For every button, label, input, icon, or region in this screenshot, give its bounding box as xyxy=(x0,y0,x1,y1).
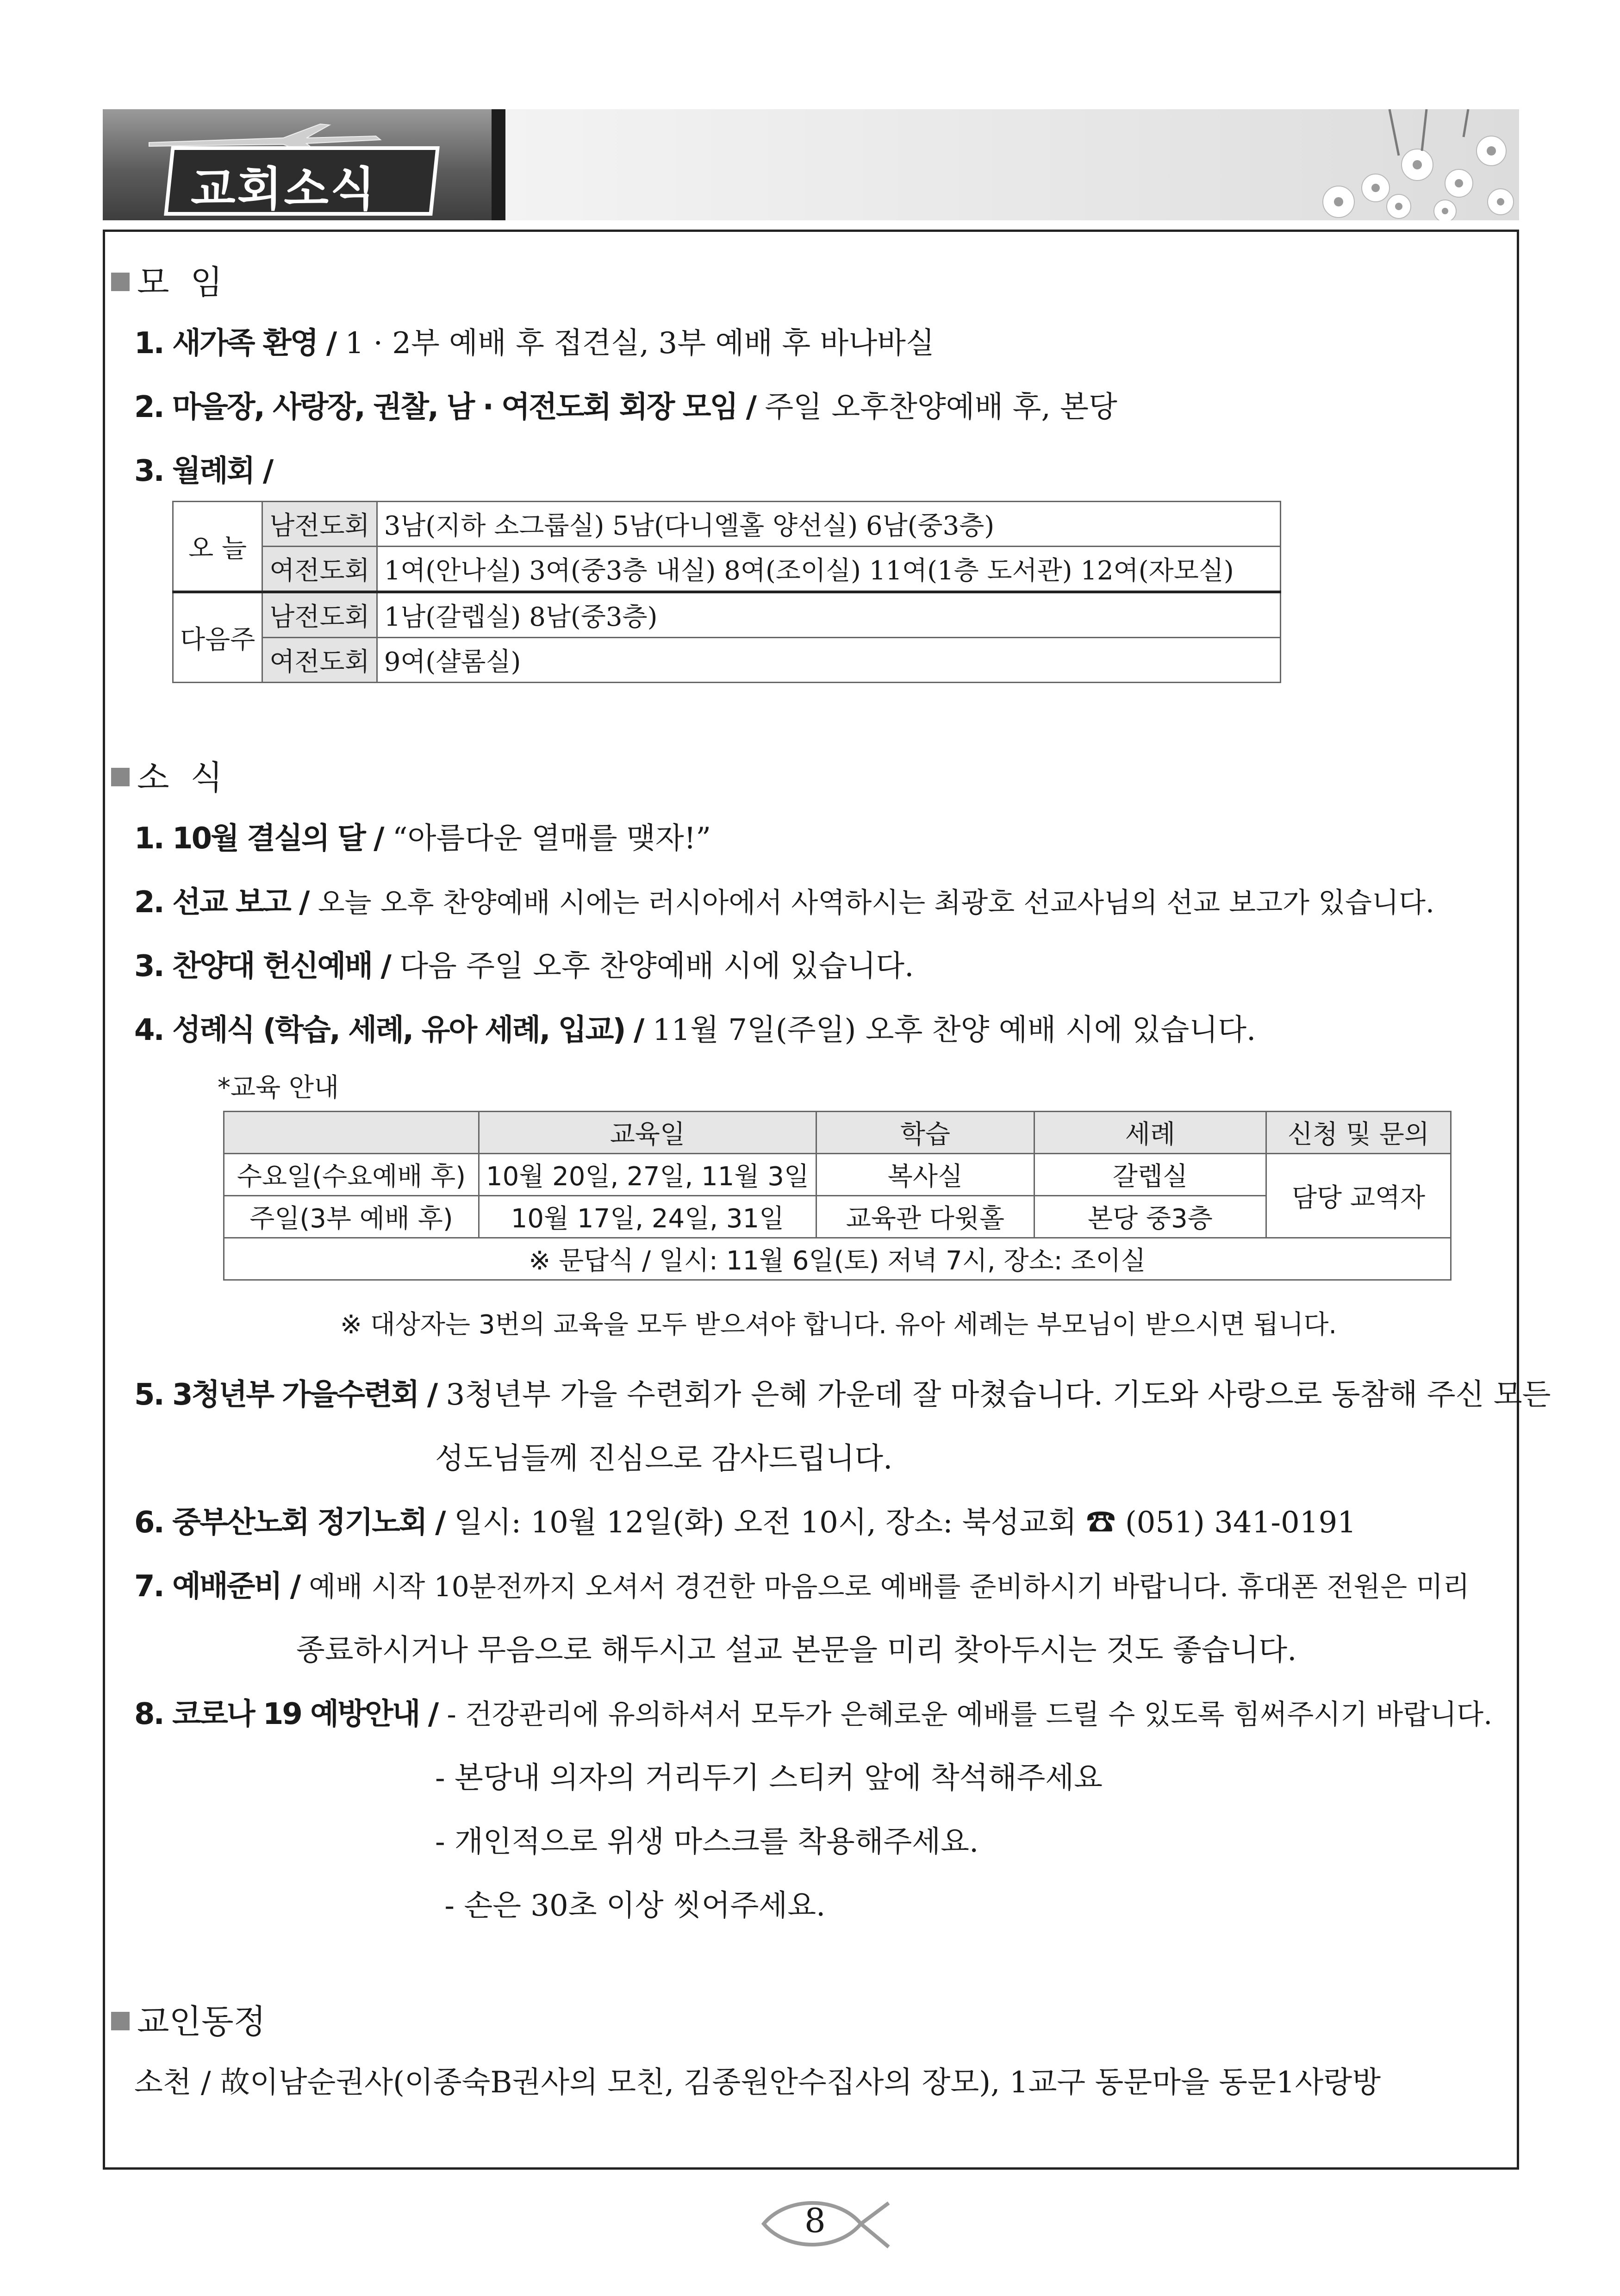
news-item-5: 5. 3청년부 가을수련회 / 3청년부 가을 수련회가 은혜 가운데 잘 마쳤습니다. 기도와 사랑으로 동참해 주신 모든 xyxy=(134,1378,1551,1412)
table-cell: 수요일(수요예배 후) xyxy=(224,1154,479,1196)
page-number-text: 8 xyxy=(804,2201,826,2240)
table-cell: 주일(3부 예배 후) xyxy=(224,1196,479,1238)
news-item-3: 3. 찬양대 헌신예배 / 다음 주일 오후 찬양예배 시에 있습니다. xyxy=(134,949,914,983)
covid-line-2: - 개인적으로 위생 마스크를 착용해주세요. xyxy=(435,1825,979,1859)
members-text: 소천 / 故이남순권사(이종숙B권사의 모친, 김종원안수집사의 장모), 1교구 동문마을 동문1사랑방 xyxy=(134,2066,1381,2100)
meeting-item-1: 1. 새가족 환영 / 1 · 2부 예배 후 접견실, 3부 예배 후 바나바실 xyxy=(134,326,935,361)
covid-line-3: - 손은 30초 이상 씻어주세요. xyxy=(435,1889,826,1923)
members-heading: 교인동정 xyxy=(111,1995,266,2043)
contact-cell: 담당 교역자 xyxy=(1266,1154,1451,1238)
covid-line-1: - 본당내 의자의 거리두기 스티커 앞에 착석해주세요 xyxy=(435,1761,1103,1795)
row-text: 1남(갈렙실) 8남(중3층) xyxy=(377,592,1280,638)
group-next-week: 다음주 xyxy=(173,592,262,683)
news-heading: 소 식 xyxy=(111,751,223,799)
meeting-item-2: 2. 마을장, 사랑장, 권찰, 남 · 여전도회 회장 모임 / 주일 오후찬양예배 후, 본당 xyxy=(134,390,1117,424)
row-text: 3남(지하 소그룹실) 5남(다니엘홀 양선실) 6남(중3층) xyxy=(377,502,1280,547)
bullet-square-icon xyxy=(111,768,130,786)
education-title: *교육 안내 xyxy=(218,1073,339,1103)
header-cell: 교육일 xyxy=(479,1112,816,1154)
header-cell: 학습 xyxy=(816,1112,1034,1154)
table-cell: 본당 중3층 xyxy=(1034,1196,1266,1238)
table-cell: 10월 17일, 24일, 31일 xyxy=(479,1196,816,1238)
row-label: 여전도회 xyxy=(262,638,377,683)
news-item-7: 7. 예배준비 / 예배 시작 10분전까지 오셔서 경건한 마음으로 예배를 준비하시기 바랍니다. 휴대폰 전원은 미리 xyxy=(134,1569,1470,1604)
table-cell: 10월 20일, 27일, 11월 3일 xyxy=(479,1154,816,1196)
row-label: 남전도회 xyxy=(262,502,377,547)
education-table xyxy=(223,1111,1452,1281)
table-cell: 교육관 다윗홀 xyxy=(816,1196,1034,1238)
header-cell: 세례 xyxy=(1034,1112,1266,1154)
meeting-item-3: 3. 월례회 / xyxy=(134,454,273,488)
meeting-heading: 모 임 xyxy=(111,255,223,304)
row-label: 여전도회 xyxy=(262,547,377,592)
news-item-6: 6. 중부산노회 정기노회 / 일시: 10월 12일(화) 오전 10시, 장소: 북성교회 ☎ (051) 341-0191 xyxy=(134,1506,1356,1540)
banner-separator xyxy=(492,109,505,220)
news-item-4: 4. 성례식 (학습, 세례, 유아 세례, 입교) / 11월 7일(주일) 오후 찬양 예배 시에 있습니다. xyxy=(134,1013,1256,1047)
flowers-decoration xyxy=(1306,109,1519,220)
group-today: 오 늘 xyxy=(173,502,262,592)
row-label: 남전도회 xyxy=(262,592,377,638)
header-cell: 신청 및 문의 xyxy=(1266,1112,1451,1154)
bullet-square-icon xyxy=(111,273,130,291)
row-text: 1여(안나실) 3여(중3층 내실) 8여(조이실) 11여(1층 도서관) 12여(자모실) xyxy=(377,547,1280,592)
qa-row: ※ 문답식 / 일시: 11월 6일(토) 저녁 7시, 장소: 조이실 xyxy=(224,1238,1451,1280)
page-number xyxy=(754,2189,893,2259)
education-note: ※ 대상자는 3번의 교육을 모두 받으셔야 합니다. 유아 세례는 부모님이 받으시면 됩니다. xyxy=(340,1310,1337,1340)
news-item-5-cont: 성도님들께 진심으로 감사드립니다. xyxy=(435,1442,893,1476)
header-cell xyxy=(224,1112,479,1154)
news-item-7-cont: 종료하시거나 무음으로 해두시고 설교 본문을 미리 찾아두시는 것도 좋습니다. xyxy=(296,1633,1297,1668)
header-banner xyxy=(103,109,1519,220)
page-title: 교회소식 xyxy=(191,162,377,216)
news-item-8: 8. 코로나 19 예방안내 / - 건강관리에 유의하셔서 모두가 은혜로운 예배를 드릴 수 있도록 힘써주시기 바랍니다. xyxy=(134,1697,1493,1731)
row-text: 9여(샬롬실) xyxy=(377,638,1280,683)
monthly-meeting-table xyxy=(172,501,1281,683)
bullet-square-icon xyxy=(111,2012,130,2030)
table-cell: 복사실 xyxy=(816,1154,1034,1196)
news-item-1: 1. 10월 결실의 달 / “아름다운 열매를 맺자!” xyxy=(134,821,711,856)
news-item-2: 2. 선교 보고 / 오늘 오후 찬양예배 시에는 러시아에서 사역하시는 최광호 선교사님의 선교 보고가 있습니다. xyxy=(134,885,1434,920)
table-cell: 갈렙실 xyxy=(1034,1154,1266,1196)
